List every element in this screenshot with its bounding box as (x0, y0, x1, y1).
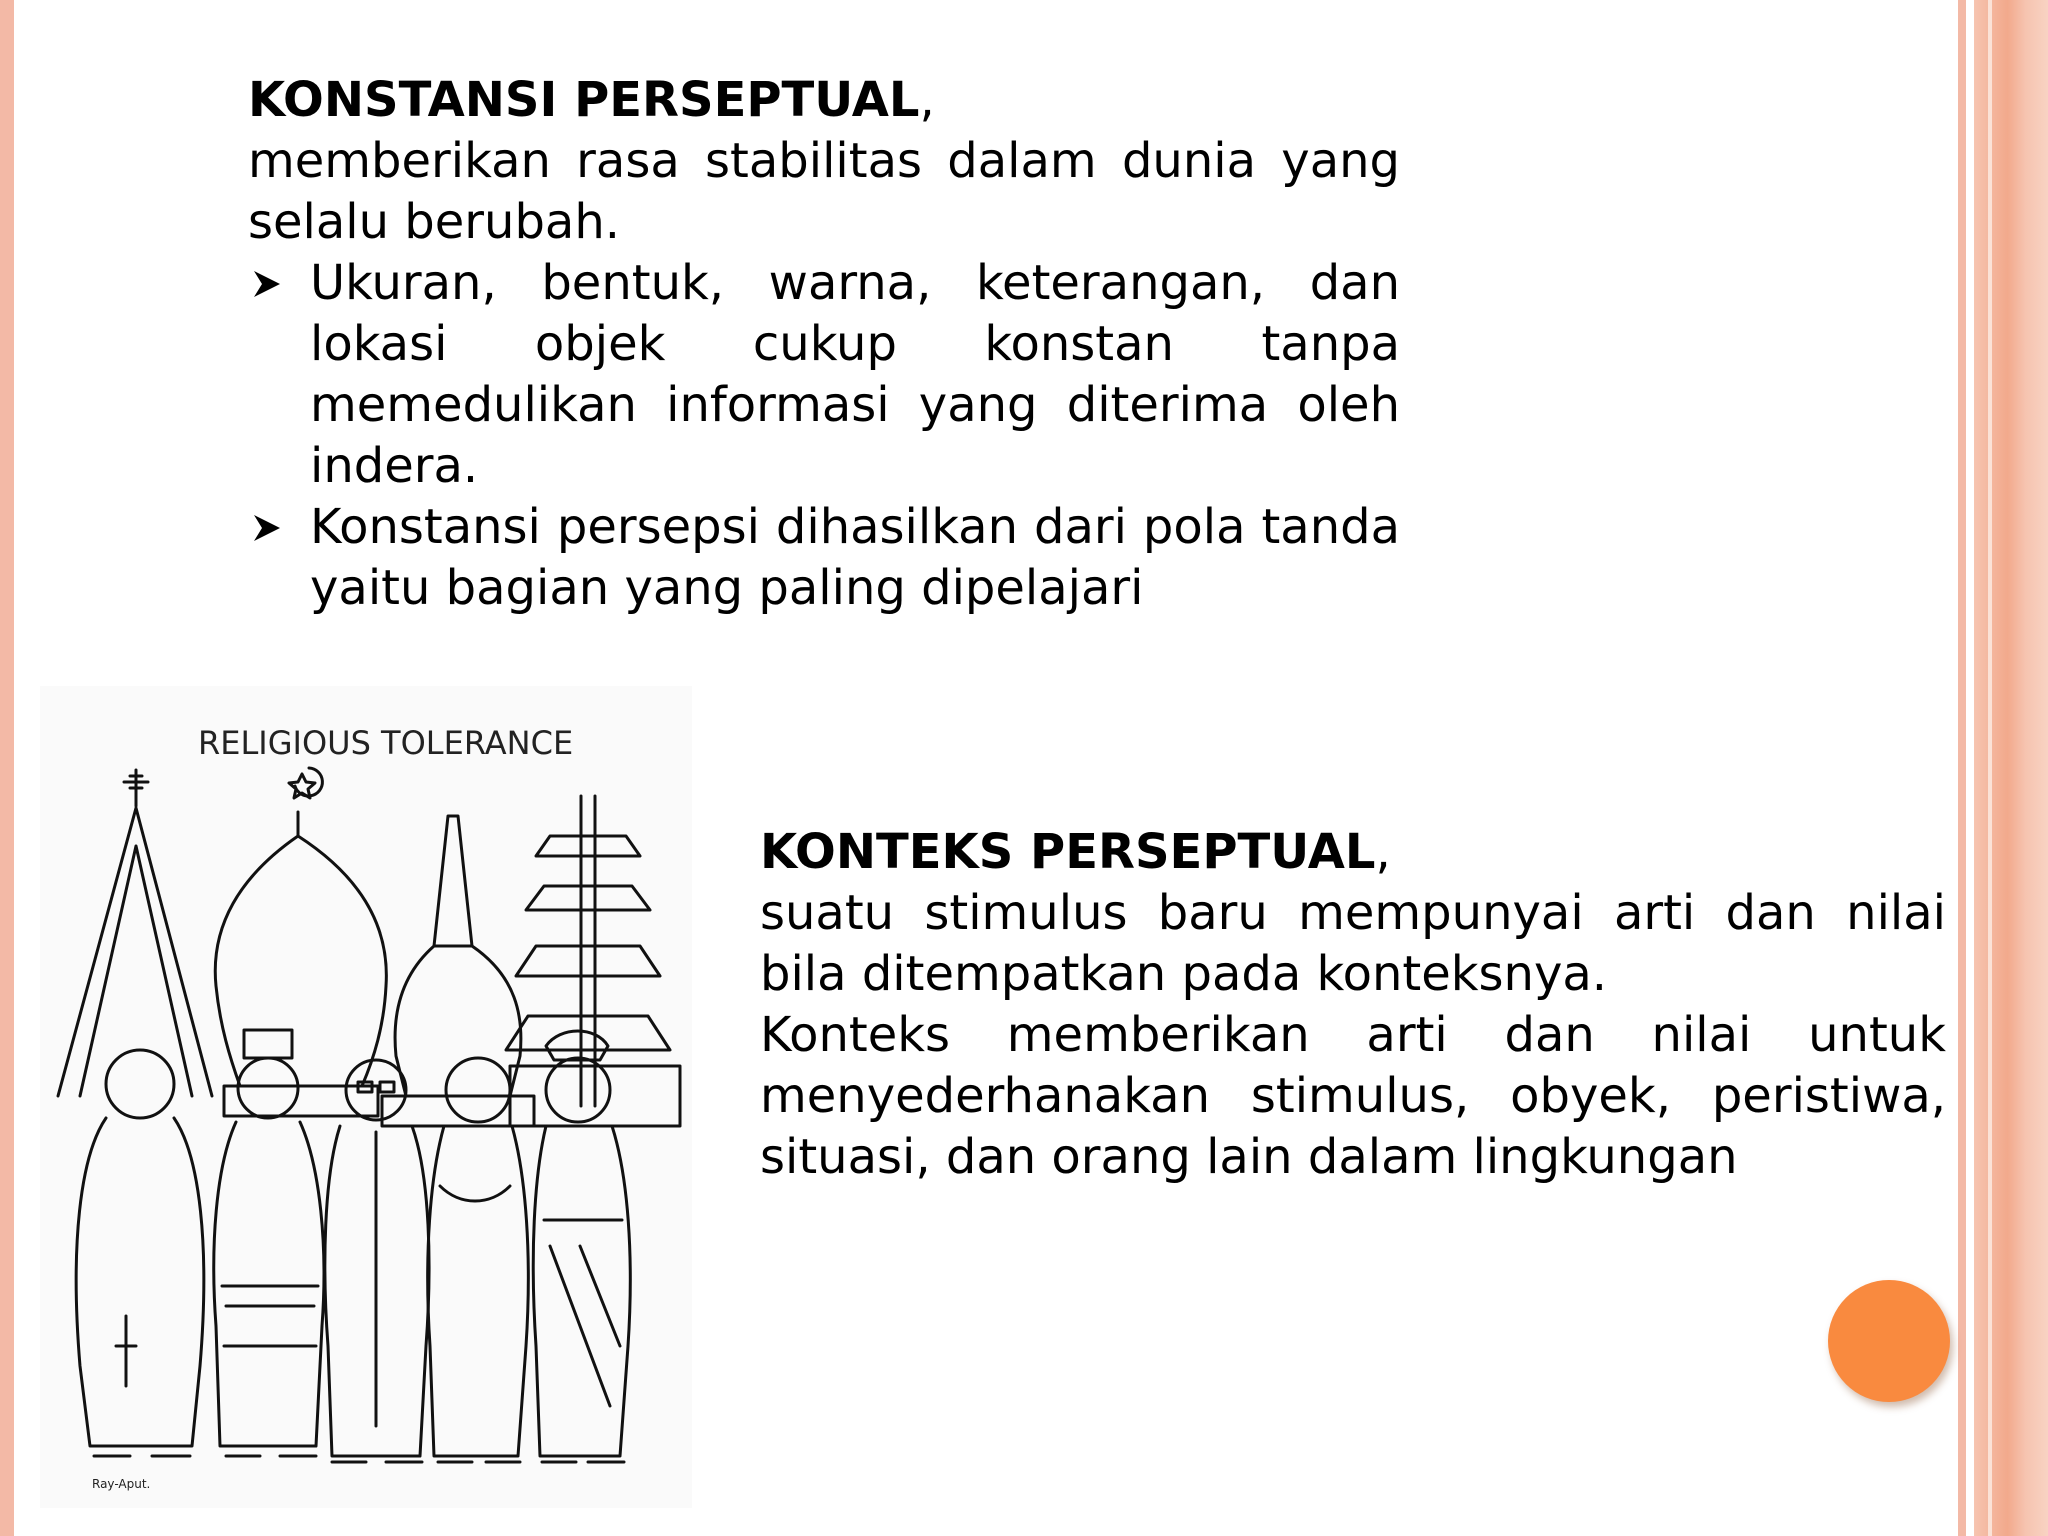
konteks-title: KONTEKS PERSEPTUAL (760, 824, 1376, 880)
konstansi-bullet-text: Ukuran, bentuk, warna, keterangan, dan lokasi objek cukup konstan tanpa memedulikan informasi yang diterima oleh indera. (310, 255, 1400, 494)
konteks-title-suffix: , (1375, 824, 1391, 880)
arrowhead-bullet-icon (252, 513, 282, 543)
konstansi-bullet-item (248, 253, 1400, 497)
right-border-band (1974, 0, 2048, 1536)
konstansi-intro: memberikan rasa stabilitas dalam dunia yang selalu berubah. (248, 133, 1400, 250)
right-border-line (1958, 0, 1966, 1536)
konstansi-bullet-item (248, 497, 1400, 619)
illustration-signature: Ray-Aput. (92, 1477, 151, 1491)
konstansi-section (248, 70, 1400, 619)
konstansi-bullet-list (248, 253, 1400, 619)
illustration-caption: RELIGIOUS TOLERANCE (198, 724, 574, 762)
orange-decorative-circle (1828, 1280, 1950, 1402)
konteks-paragraph-2: Konteks memberikan arti dan nilai untuk menyederhanakan stimulus, obyek, peristiwa, situasi, dan orang lain dalam lingkungan (760, 1007, 1946, 1185)
cartoon-drawing (40, 686, 692, 1508)
konstansi-title: KONSTANSI PERSEPTUAL (248, 72, 920, 128)
konteks-paragraph-1: suatu stimulus baru mempunyai arti dan nilai bila ditempatkan pada konteksnya. (760, 885, 1946, 1002)
arrowhead-bullet-icon (252, 269, 282, 299)
konstansi-bullet-text: Konstansi persepsi dihasilkan dari pola tanda yaitu bagian yang paling dipelajari (310, 499, 1400, 616)
konstansi-title-suffix: , (919, 72, 935, 128)
konteks-section (760, 822, 1946, 1188)
konteks-heading (760, 822, 1946, 883)
konstansi-heading (248, 70, 1400, 131)
left-border-line (0, 0, 14, 1536)
religious-tolerance-illustration (40, 686, 692, 1508)
